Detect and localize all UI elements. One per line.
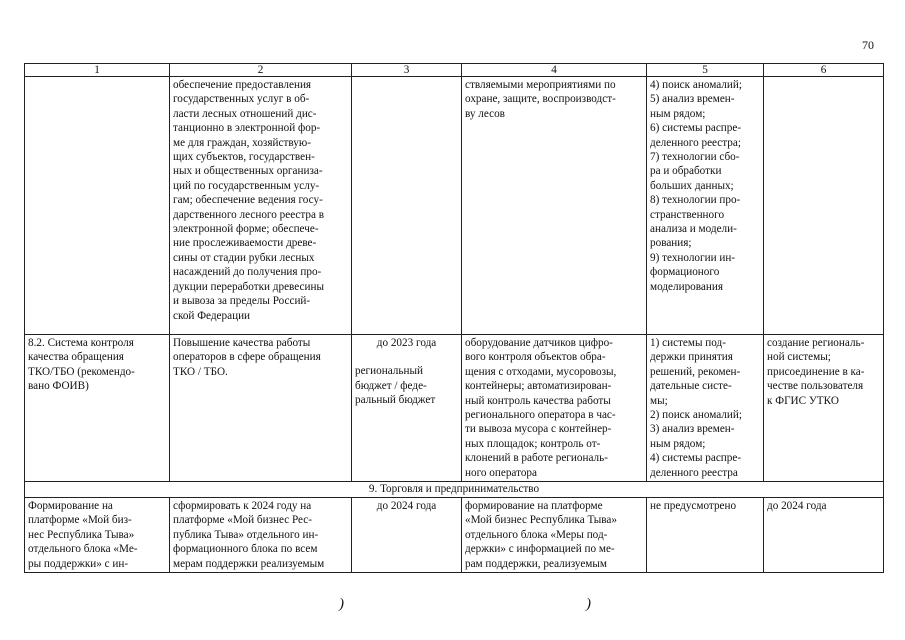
section-row — [25, 482, 884, 498]
cell-description: формирование на платформе «Мой бизнес Республика Тыва» отдельного блока «Меры под- держки» с информацией по ме- рам поддержки, реализуемым — [462, 498, 647, 573]
col-header-1: 1 — [25, 64, 170, 77]
cell-result — [764, 77, 884, 335]
cell-goal: Повышение качества работы операторов в сфере обращения ТКО / ТБО. — [170, 335, 352, 482]
cell-goal: сформировать к 2024 году на платформе «Мой бизнес Рес- публика Тыва» отдельного ин- формационного блока по всем мерам поддержки реализуемым — [170, 498, 352, 573]
table-row — [25, 498, 884, 573]
cell-deadline: до 2024 года — [352, 498, 462, 573]
cell-name: Формирование на платформе «Мой биз- нес Республика Тыва» отдельного блока «Ме- ры поддержки» с ин- — [25, 498, 170, 573]
cell-technologies: 1) системы под- держки принятия решений, рекомен- дательные систе- мы; 2) поиск аномалий; 3) анализ времен- ным рядом; 4) системы распре- деленного реестра — [647, 335, 764, 482]
table-row — [25, 335, 884, 482]
cell-deadline-funding — [352, 335, 462, 482]
col-header-5: 5 — [647, 64, 764, 77]
col-header-4: 4 — [462, 64, 647, 77]
cell-name — [25, 77, 170, 335]
cell-result: до 2024 года — [764, 498, 884, 573]
scan-mark-right: ) — [586, 596, 591, 612]
cell-goal: обеспечение предоставления государственных услуг в об- ласти лесных отношений дис- танционно в электронной фор- ме для граждан, хозяйствую- щих субъектов, государствен- ных и общественных организа- ций по государственным услу- гам; обеспечение ведения госу- дарственного лесного реестра в электронной форме; обеспече- ние прослеживаемости древе- сины от стадии рубки лесных насаждений до получения про- дукции переработки древесины и вывоза за пределы Россий- ской Федерации — [170, 77, 352, 335]
cell-description: оборудование датчиков цифро- вого контроля объектов обра- щения с отходами, мусоровозы, контейнеры; автоматизирован- ный контроль качества работы регионального оператора в час- ти вывоза мусора с контейнер- ных площадок; контроль от- клонений в работе региональ- ного оператора — [462, 335, 647, 482]
scan-mark-left: ) — [339, 596, 344, 612]
col-header-6: 6 — [764, 64, 884, 77]
header-row — [25, 64, 884, 77]
cell-deadline — [352, 77, 462, 335]
cell-technologies: не предусмотрено — [647, 498, 764, 573]
col-header-3: 3 — [352, 64, 462, 77]
program-table — [24, 63, 884, 573]
table-row — [25, 77, 884, 335]
cell-description: ствляемыми мероприятиями по охране, защите, воспроизводст- ву лесов — [462, 77, 647, 335]
deadline-text: до 2023 года — [376, 337, 437, 349]
cell-result: создание региональ- ной системы; присоединение в ка- честве пользователя к ФГИС УТКО — [764, 335, 884, 482]
col-header-2: 2 — [170, 64, 352, 77]
cell-name: 8.2. Система контроля качества обращения ТКО/ТБО (рекомендо- вано ФОИВ) — [25, 335, 170, 482]
cell-technologies: 4) поиск аномалий; 5) анализ времен- ным рядом; 6) системы распре- деленного реестра; 7) технологии сбо- ра и обработки больших данных; 8) технологии про- странственного анализа и модели- рования; 9) технологии ин- формационого моделирования — [647, 77, 764, 335]
page-number: 70 — [862, 38, 874, 52]
section-title: 9. Торговля и предпринимательство — [25, 482, 884, 498]
funding-text: региональный бюджет / феде- ральный бюджет — [355, 365, 436, 407]
